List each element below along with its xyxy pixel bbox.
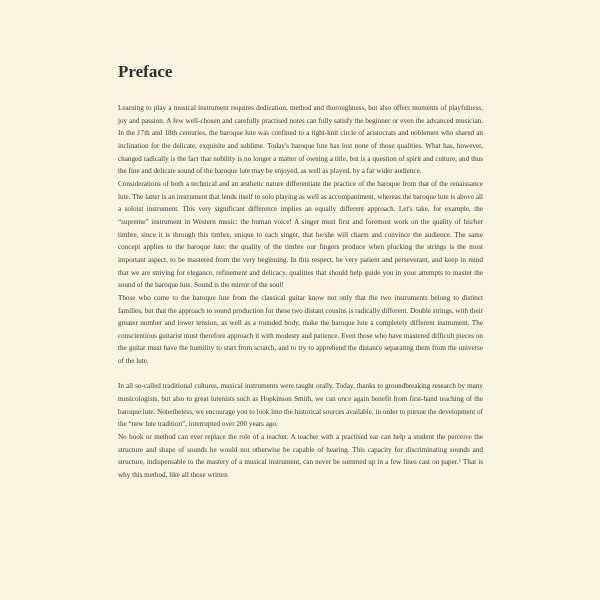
footnote-marker: 1	[458, 459, 462, 465]
paragraph-intro: Learning to play a musical instrument requires dedication, method and thoroughness, but also offers moments of playfulness, joy and passion. A few well-chosen and carefully practised notes can fully satisfy the beginner or even the advanced musician. In the 17th and 18th centuries, the baroque lute was confined to a tight-knit circle of aristocrats and noblemen who shared an inclination for the delicate, exquisite and sublime. Today's baroque lute has lost none of those qualities. What has, however, changed radically is the fact that nobility is no longer a matter of owning a title, but is a question of spirit and culture, and thus the fine and delicate sound of the baroque lute may be enjoyed, as well as played, by a far wider audience.	[118, 104, 483, 176]
body-text	[118, 102, 483, 482]
paragraph-teacher-text: No book or method can ever replace the role of a teacher. A teacher with a practised ear can help a student the perceive the structure and shape of sounds he would not otherwise be capable of hearing. This capacity for discriminating sounds and structure, indispensable to the mastery of a musical instrument, can never be summed up in a few lines cast on paper.	[118, 433, 483, 467]
paragraph-teacher-continuation: That is why this method, like all those written	[118, 458, 483, 480]
paragraph-oral-tradition: In all so-called traditional cultures, musical instruments were taught orally. Today, thanks to groundbreaking research by many musicologists, but also to great lutenists such as Hopkinson Smith, we can once again benefit from first-hand teaching of the baroque lute. Nonetheless, we encourage you to look into the historical sources available, in order to pursue the development of the “new lute tradition”, interrupted over 200 years ago.	[118, 382, 483, 429]
paragraph-teacher	[118, 431, 483, 482]
paragraph-guitarists: Those who come to the baroque lute from the classical guitar know not only that the two instruments belong to distinct families, but that the approach to sound production for these two distant cousins is radically different. Double strings, with their greater number and lower tension, as well as a rounded body, make the baroque lute a completely different instrument. The conscientious guitarist must therefore approach it with modesty and patience. Even those who have mastered difficult pieces on the guitar must have the humility to start from scratch, and to try to apprehend the distance separating them from the universe of the lute.	[118, 293, 483, 366]
paragraph-aesthetic: Considerations of both a technical and an æsthetic nature differentiate the practice of the baroque from that of the renaissance lute. The latter is an instrument that lends itself to solo playing as well as accompaniment, whereas the baroque lute is above all a soloist instrument. This very significant difference implies an equally different approach. Let's take, for example, the “supreme” instrument in Western music: the human voice! A singer must first and foremost work on the quality of his/her timbre, since it is through this timbre, unique to each singer, that he/she will charm and convince the audience. The same concept applies to the baroque lute: the quality of the timbre our fingers produce when plucking the strings is the most important aspect, to be mastered from the very beginning. In this respect, be very patient and perseverant, and keep in mind that we are striving for elegance, refinement and delicacy, qualities that should help guide you in your attempts to master the sound of the baroque lute. Sound is the mirror of the soul!	[118, 179, 483, 290]
page-title: Preface	[118, 62, 173, 81]
